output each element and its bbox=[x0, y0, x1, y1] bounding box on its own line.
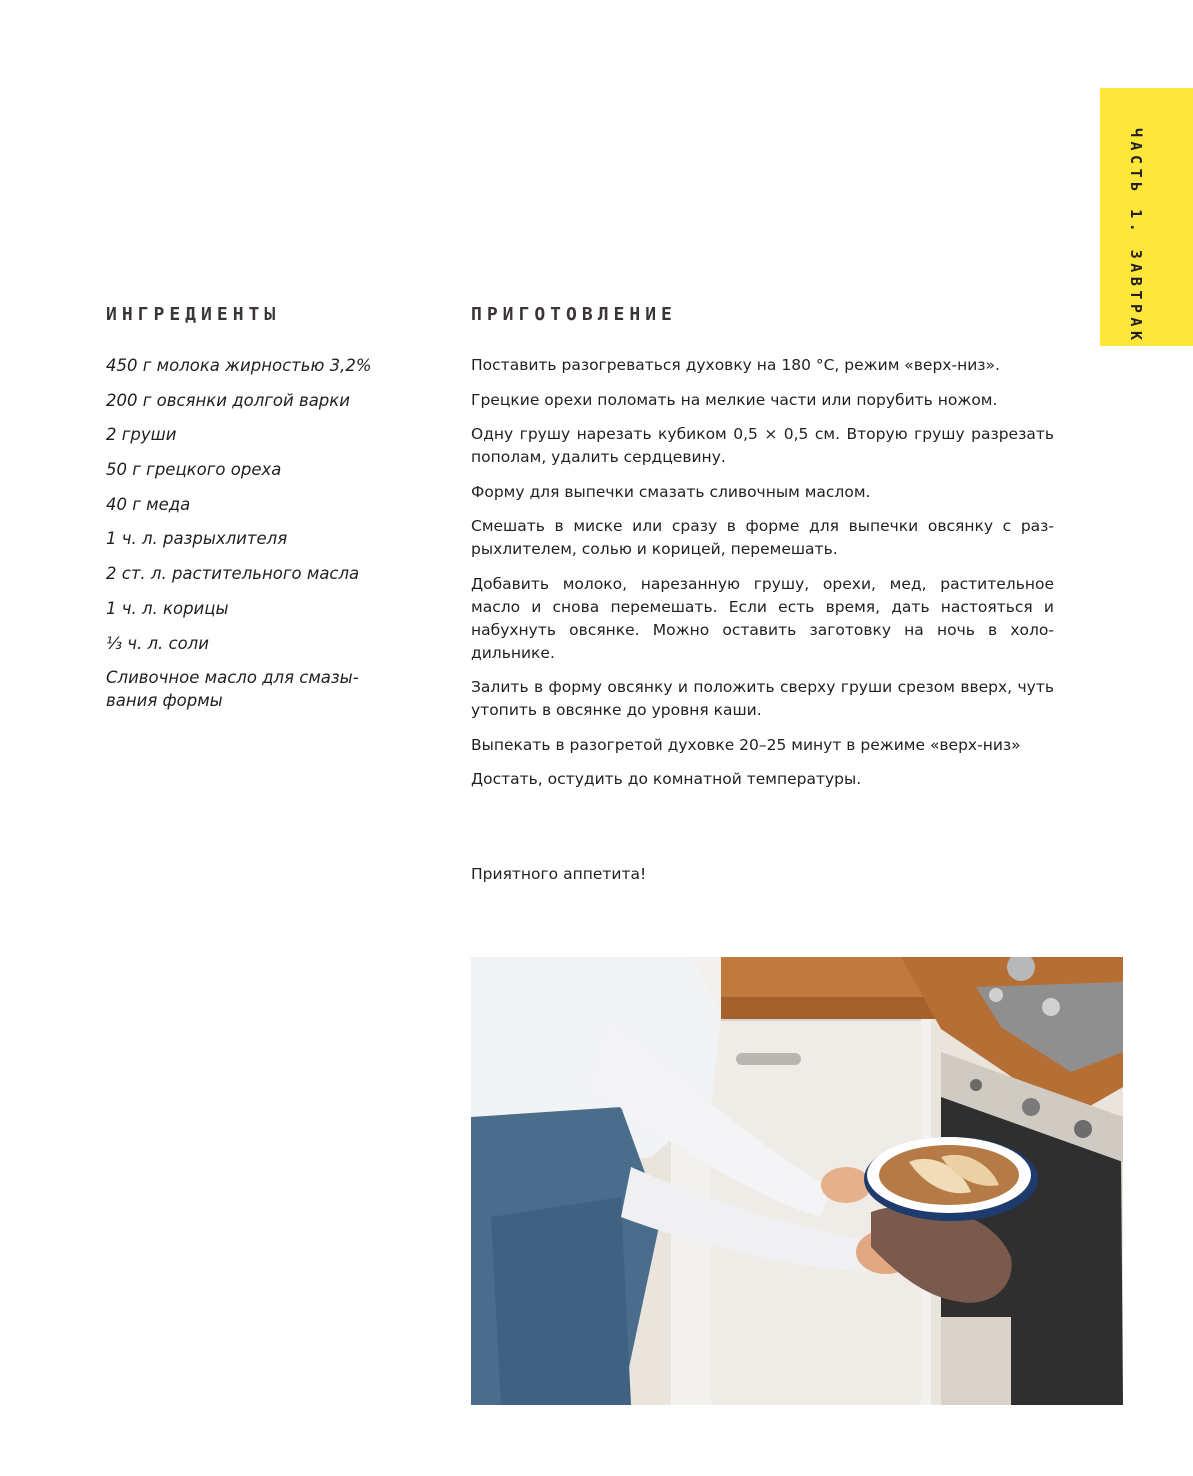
method-steps bbox=[471, 354, 1054, 803]
ingredients-list bbox=[106, 354, 396, 724]
method-step: Достать, остудить до комнатной температуры. bbox=[471, 770, 862, 788]
ingredient-item: 2 ст. л. растительного масла bbox=[106, 564, 360, 584]
ingredient-item: 50 г грецкого ореха bbox=[106, 460, 282, 480]
ingredient-item: Сливочное масло для смазывания формы bbox=[106, 668, 359, 711]
ingredient-item: 1 ч. л. разрыхлителя bbox=[106, 529, 288, 549]
ingredient-item: 1 ч. л. корицы bbox=[106, 598, 229, 618]
recipe-photo-illustration bbox=[471, 957, 1123, 1405]
method-step: Выпекать в разогретой духовке 20–25 минут в режиме «верх-низ» bbox=[471, 735, 1021, 754]
method-step: Одну грушу нарезать кубиком 0,5 × 0,5 см. Вторую грушу разрезать пополам, удалить сердцевину. bbox=[471, 425, 1054, 466]
method-heading: ПРИГОТОВЛЕНИЕ bbox=[471, 304, 677, 325]
method-step: Смешать в миске или сразу в форме для выпечки овсянку с разрыхлителем, солью и корицей, перемешать. bbox=[471, 517, 1054, 558]
method-step: Добавить молоко, нарезанную грушу, орехи, мед, растительное масло и снова перемешать. Если есть время, дать настояться и набухнуть овсянке. Можно оставить заготовку на ночь в холодильнике. bbox=[471, 574, 1054, 662]
method-step: Форму для выпечки смазать сливочным маслом. bbox=[471, 482, 871, 501]
chapter-tab-label: ЧАСТЬ 1. ЗАВТРАК bbox=[1127, 128, 1145, 345]
ingredient-item: 40 г меда bbox=[106, 494, 191, 514]
method-step: Грецкие орехи поломать на мелкие части или порубить ножом. bbox=[471, 390, 998, 409]
ingredient-item: 2 груши bbox=[106, 425, 177, 445]
method-step: Залить в форму овсянку и положить сверху груши срезом вверх, чуть утопить в овсянке до уровня каши. bbox=[471, 678, 1054, 719]
ingredients-heading: ИНГРЕДИЕНТЫ bbox=[106, 304, 281, 325]
ingredient-item: ⅓ ч. л. соли bbox=[106, 633, 209, 653]
method-step: Поставить разогреваться духовку на 180 °С, режим «верх-низ». bbox=[471, 356, 1000, 374]
closing-line: Приятного аппетита! bbox=[471, 865, 647, 883]
recipe-photo bbox=[471, 957, 1123, 1405]
ingredient-item: 450 г молока жирностью 3,2% bbox=[106, 356, 372, 375]
chapter-tab bbox=[1100, 88, 1193, 346]
ingredient-item: 200 г овсянки долгой варки bbox=[106, 390, 350, 410]
